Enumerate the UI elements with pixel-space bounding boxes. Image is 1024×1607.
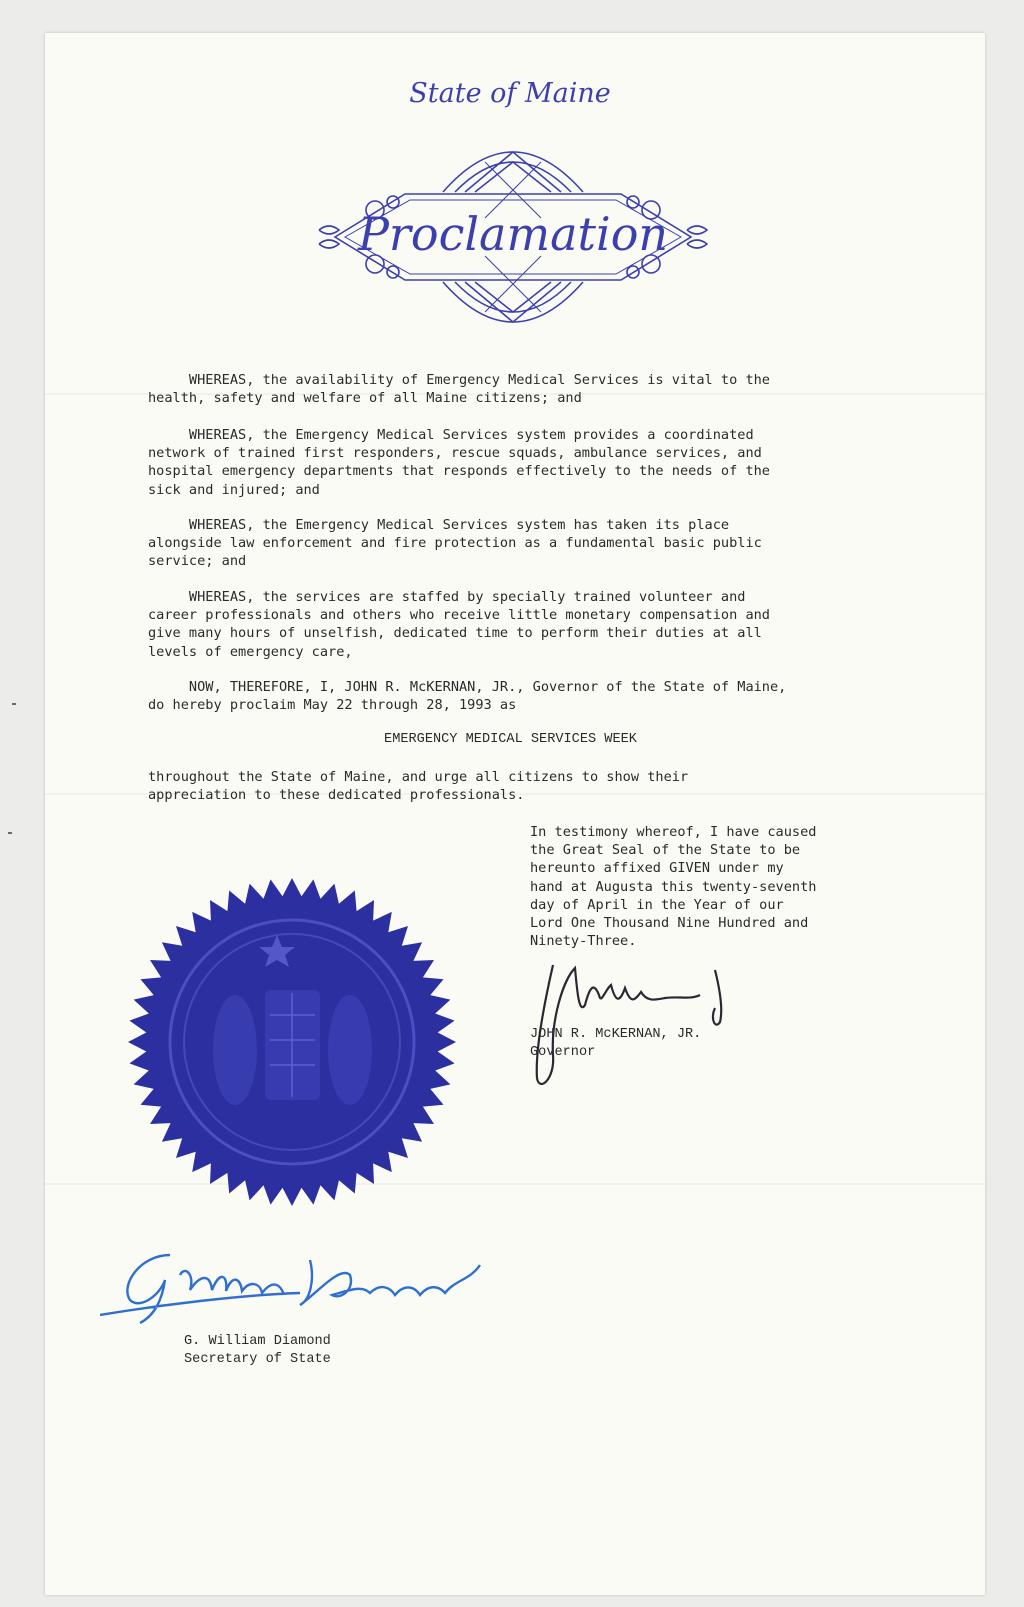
governor-signature (515, 960, 755, 1090)
governor-name: JOHN R. McKERNAN, JR. (530, 1027, 702, 1042)
whereas-paragraph-4: WHEREAS, the services are staffed by specially trained volunteer and career professionals and others who receive little monetary compensation and give many hours of unselfish, dedicated time to perform their duties at all levels of emergency care, (148, 589, 770, 660)
proclaimed-week-title: EMERGENCY MEDICAL SERVICES WEEK (384, 732, 637, 747)
proclamation-crest (315, 122, 711, 352)
whereas-paragraph-1: WHEREAS, the availability of Emergency Medical Services is vital to the health, safety and welfare of all Maine citizens; and (148, 372, 770, 407)
secretary-signature (100, 1245, 500, 1335)
great-seal-of-maine (125, 875, 459, 1209)
proclamation-paragraph: NOW, THEREFORE, I, JOHN R. McKERNAN, JR., Governor of the State of Maine, do hereby proclaim May 22 through 28, 1993 as (148, 679, 787, 714)
testimony-paragraph: In testimony whereof, I have caused the Great Seal of the State to be hereunto affixed GIVEN under my hand at Augusta this twenty-seventh day of April in the Year of our Lord One Thousand Nine Hundred and Ninety-Three. (530, 824, 817, 950)
state-title: State of Maine (409, 78, 611, 109)
closing-paragraph: throughout the State of Maine, and urge all citizens to show their appreciation to these dedicated professionals. (148, 769, 689, 804)
paper-speck (12, 703, 16, 705)
proclamation-title: Proclamation (357, 207, 669, 261)
paper-speck (8, 832, 12, 834)
secretary-name: G. William Diamond (184, 1334, 331, 1349)
governor-title: Governor (530, 1045, 596, 1060)
whereas-paragraph-3: WHEREAS, the Emergency Medical Services system has taken its place alongside law enforcement and fire protection as a fundamental basic public service; and (148, 517, 762, 570)
secretary-title: Secretary of State (184, 1352, 331, 1367)
whereas-paragraph-2: WHEREAS, the Emergency Medical Services system provides a coordinated network of trained first responders, rescue squads, ambulance services, and hospital emergency departments that responds effectively to the needs of the sick and injured; and (148, 427, 770, 498)
